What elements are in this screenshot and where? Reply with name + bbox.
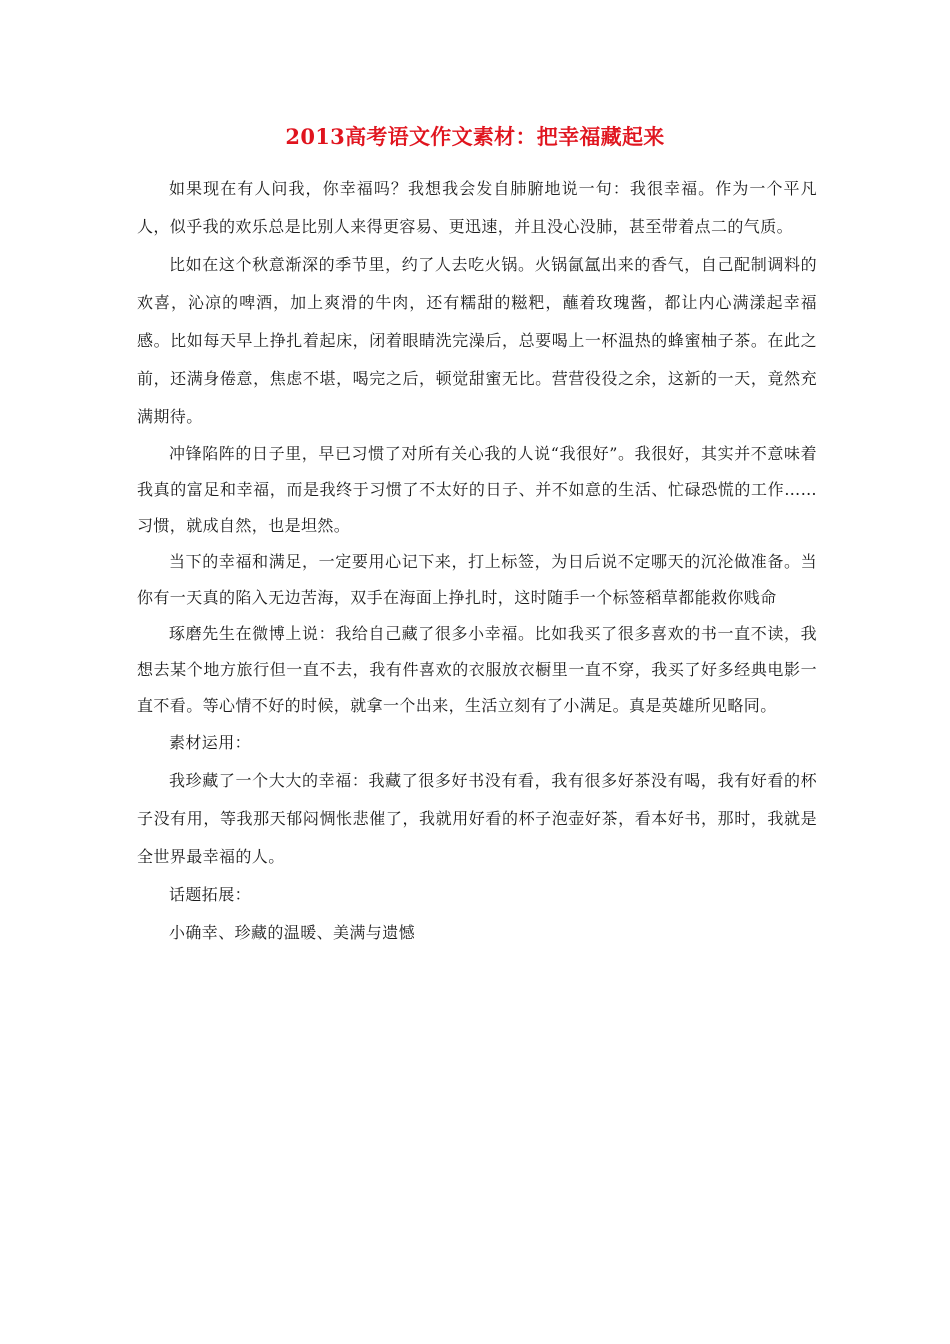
paragraph-treasure: 我珍藏了一个大大的幸福：我藏了很多好书没有看，我有很多好茶没有喝，我有好看的杯子没有用，等我那天郁闷惆怅悲催了，我就用好看的杯子泡壶好茶，看本好书，那时，我就是全世界最幸福的人。: [137, 771, 817, 866]
heading-topic-extension: 话题拓展：: [169, 885, 252, 904]
paragraph-topics: 小确幸、珍藏的温暖、美满与遗憾: [169, 923, 416, 942]
document-body: [137, 170, 817, 952]
document-title: 2013高考语文作文素材：把幸福藏起来: [285, 124, 665, 149]
paragraph-labels: 当下的幸福和满足，一定要用心记下来，打上标签，为日后说不定哪天的沉沦做准备。当你有一天真的陷入无边苦海，双手在海面上挣扎时，这时随手一个标签稻草都能救你贱命: [137, 552, 817, 607]
paragraph-i-am-fine: 冲锋陷阵的日子里，早已习惯了对所有关心我的人说“我很好”。我很好，其实并不意味着我真的富足和幸福，而是我终于习惯了不太好的日子、并不如意的生活、忙碌恐慌的工作……习惯，就成自然，也是坦然。: [137, 444, 817, 535]
heading-material-usage: 素材运用：: [169, 733, 252, 752]
paragraph-hotpot: 比如在这个秋意渐深的季节里，约了人去吃火锅。火锅氤氲出来的香气，自己配制调料的欢喜，沁凉的啤酒，加上爽滑的牛肉，还有糯甜的糍粑，蘸着玫瑰酱，都让内心满漾起幸福感。比如每天早上挣扎着起床，闭着眼睛洗完澡后，总要喝上一杯温热的蜂蜜柚子茶。在此之前，还满身倦意，焦虑不堪，喝完之后，顿觉甜蜜无比。营营役役之余，这新的一天，竟然充满期待。: [137, 255, 817, 426]
paragraph-intro: 如果现在有人问我，你幸福吗？我想我会发自肺腑地说一句：我很幸福。作为一个平凡人，似乎我的欢乐总是比别人来得更容易、更迅速，并且没心没肺，甚至带着点二的气质。: [137, 179, 817, 236]
paragraph-weibo: 琢磨先生在微博上说：我给自己藏了很多小幸福。比如我买了很多喜欢的书一直不读，我想去某个地方旅行但一直不去，我有件喜欢的衣服放衣橱里一直不穿，我买了好多经典电影一直不看。等心情不好的时候，就拿一个出来，生活立刻有了小满足。真是英雄所见略同。: [137, 624, 817, 715]
